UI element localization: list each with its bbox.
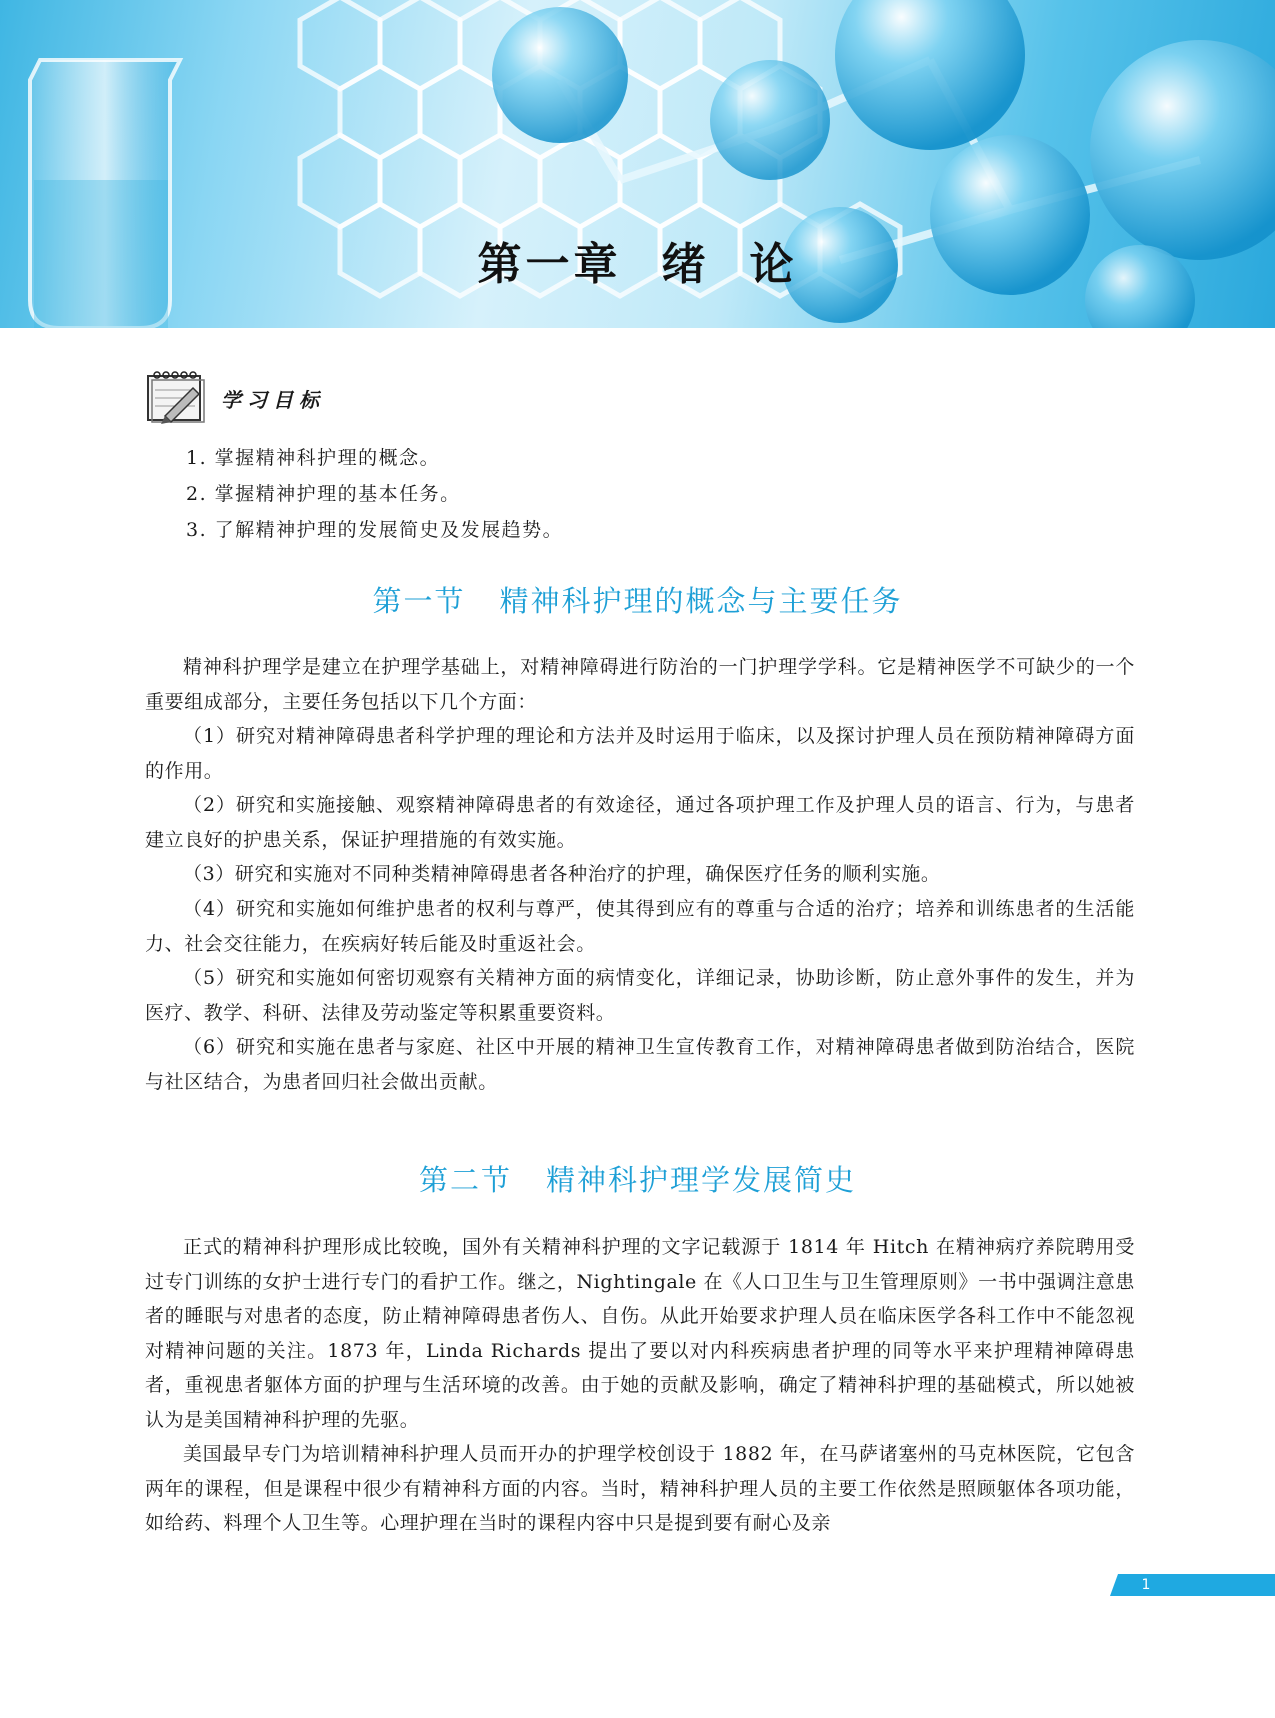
section-2-paragraph-2: 美国最早专门为培训精神科护理人员而开办的护理学校创设于 1882 年，在马萨诸塞州的马克林医院，它包含两年的课程，但是课程中很少有精神科方面的内容。当时，精神科护理人员的主要工作依然是照顾躯体各项功能，如给药、料理个人卫生等。心理护理在当时的课程内容中只是提到要有耐心及亲 (145, 1443, 1135, 1535)
section-1-item-4: （4）研究和实施如何维护患者的权利与尊严，使其得到应有的尊重与合适的治疗；培养和训练患者的生活能力、社会交往能力，在疾病好转后能及时重返社会。 (145, 898, 1135, 955)
page-number-tab (1110, 1574, 1275, 1596)
page-tab-shape (1110, 1574, 1275, 1596)
chapter-banner (0, 0, 1275, 328)
section-1-item-3: （3）研究和实施对不同种类精神障碍患者各种治疗的护理，确保医疗任务的顺利实施。 (183, 863, 941, 885)
page-number: 1 (1141, 1577, 1151, 1593)
objective-item: 3. 了解精神护理的发展简史及发展趋势。 (186, 519, 564, 541)
section-1-item-2: （2）研究和实施接触、观察精神障碍患者的有效途径，通过各项护理工作及护理人员的语言、行为，与患者建立良好的护患关系，保证护理措施的有效实施。 (145, 794, 1135, 851)
section-2-paragraph-1: 正式的精神科护理形成比较晚，国外有关精神科护理的文字记载源于 1814 年 Hitch 在精神病疗养院聘用受过专门训练的女护士进行专门的看护工作。继之，Nightingale 在《人口卫生与卫生管理原则》一书中强调注意患者的睡眠与对患者的态度，防止精神障碍患者伤人、自伤。从此开始要求护理人员在临床医学各科工作中不能忽视对精神问题的关注。1873 年，Linda Richards 提出了要以对内科疾病患者护理的同等水平来护理精神障碍患者，重视患者躯体方面的护理与生活环境的改善。由于她的贡献及影响，确定了精神科护理的基础模式，所以她被认为是美国精神科护理的先驱。 (145, 1236, 1135, 1431)
section-1-intro: 精神科护理学是建立在护理学基础上，对精神障碍进行防治的一门护理学学科。它是精神医学不可缺少的一个重要组成部分，主要任务包括以下几个方面： (145, 656, 1135, 713)
section-1-item-1: （1）研究对精神障碍患者科学护理的理论和方法并及时运用于临床，以及探讨护理人员在预防精神障碍方面的作用。 (145, 725, 1135, 782)
chapter-title: 第一章 绪 论 (477, 239, 798, 290)
learning-objectives-list (186, 440, 563, 548)
section-1-item-5: （5）研究和实施如何密切观察有关精神方面的病情变化，详细记录，协助诊断，防止意外事件的发生，并为医疗、教学、科研、法律及劳动鉴定等积累重要资料。 (145, 967, 1135, 1024)
section-1-heading: 第一节 精神科护理的概念与主要任务 (372, 584, 903, 618)
objective-item: 1. 掌握精神科护理的概念。 (186, 447, 441, 469)
learning-objectives-title: 学习目标 (221, 388, 325, 412)
objective-item: 2. 掌握精神护理的基本任务。 (186, 483, 461, 505)
section-2-heading: 第二节 精神科护理学发展简史 (418, 1163, 857, 1197)
learning-objectives-header (145, 368, 545, 424)
section-1-item-6: （6）研究和实施在患者与家庭、社区中开展的精神卫生宣传教育工作，对精神障碍患者做到防治结合，医院与社区结合，为患者回归社会做出贡献。 (145, 1036, 1135, 1093)
notebook-pencil-icon (145, 368, 207, 424)
